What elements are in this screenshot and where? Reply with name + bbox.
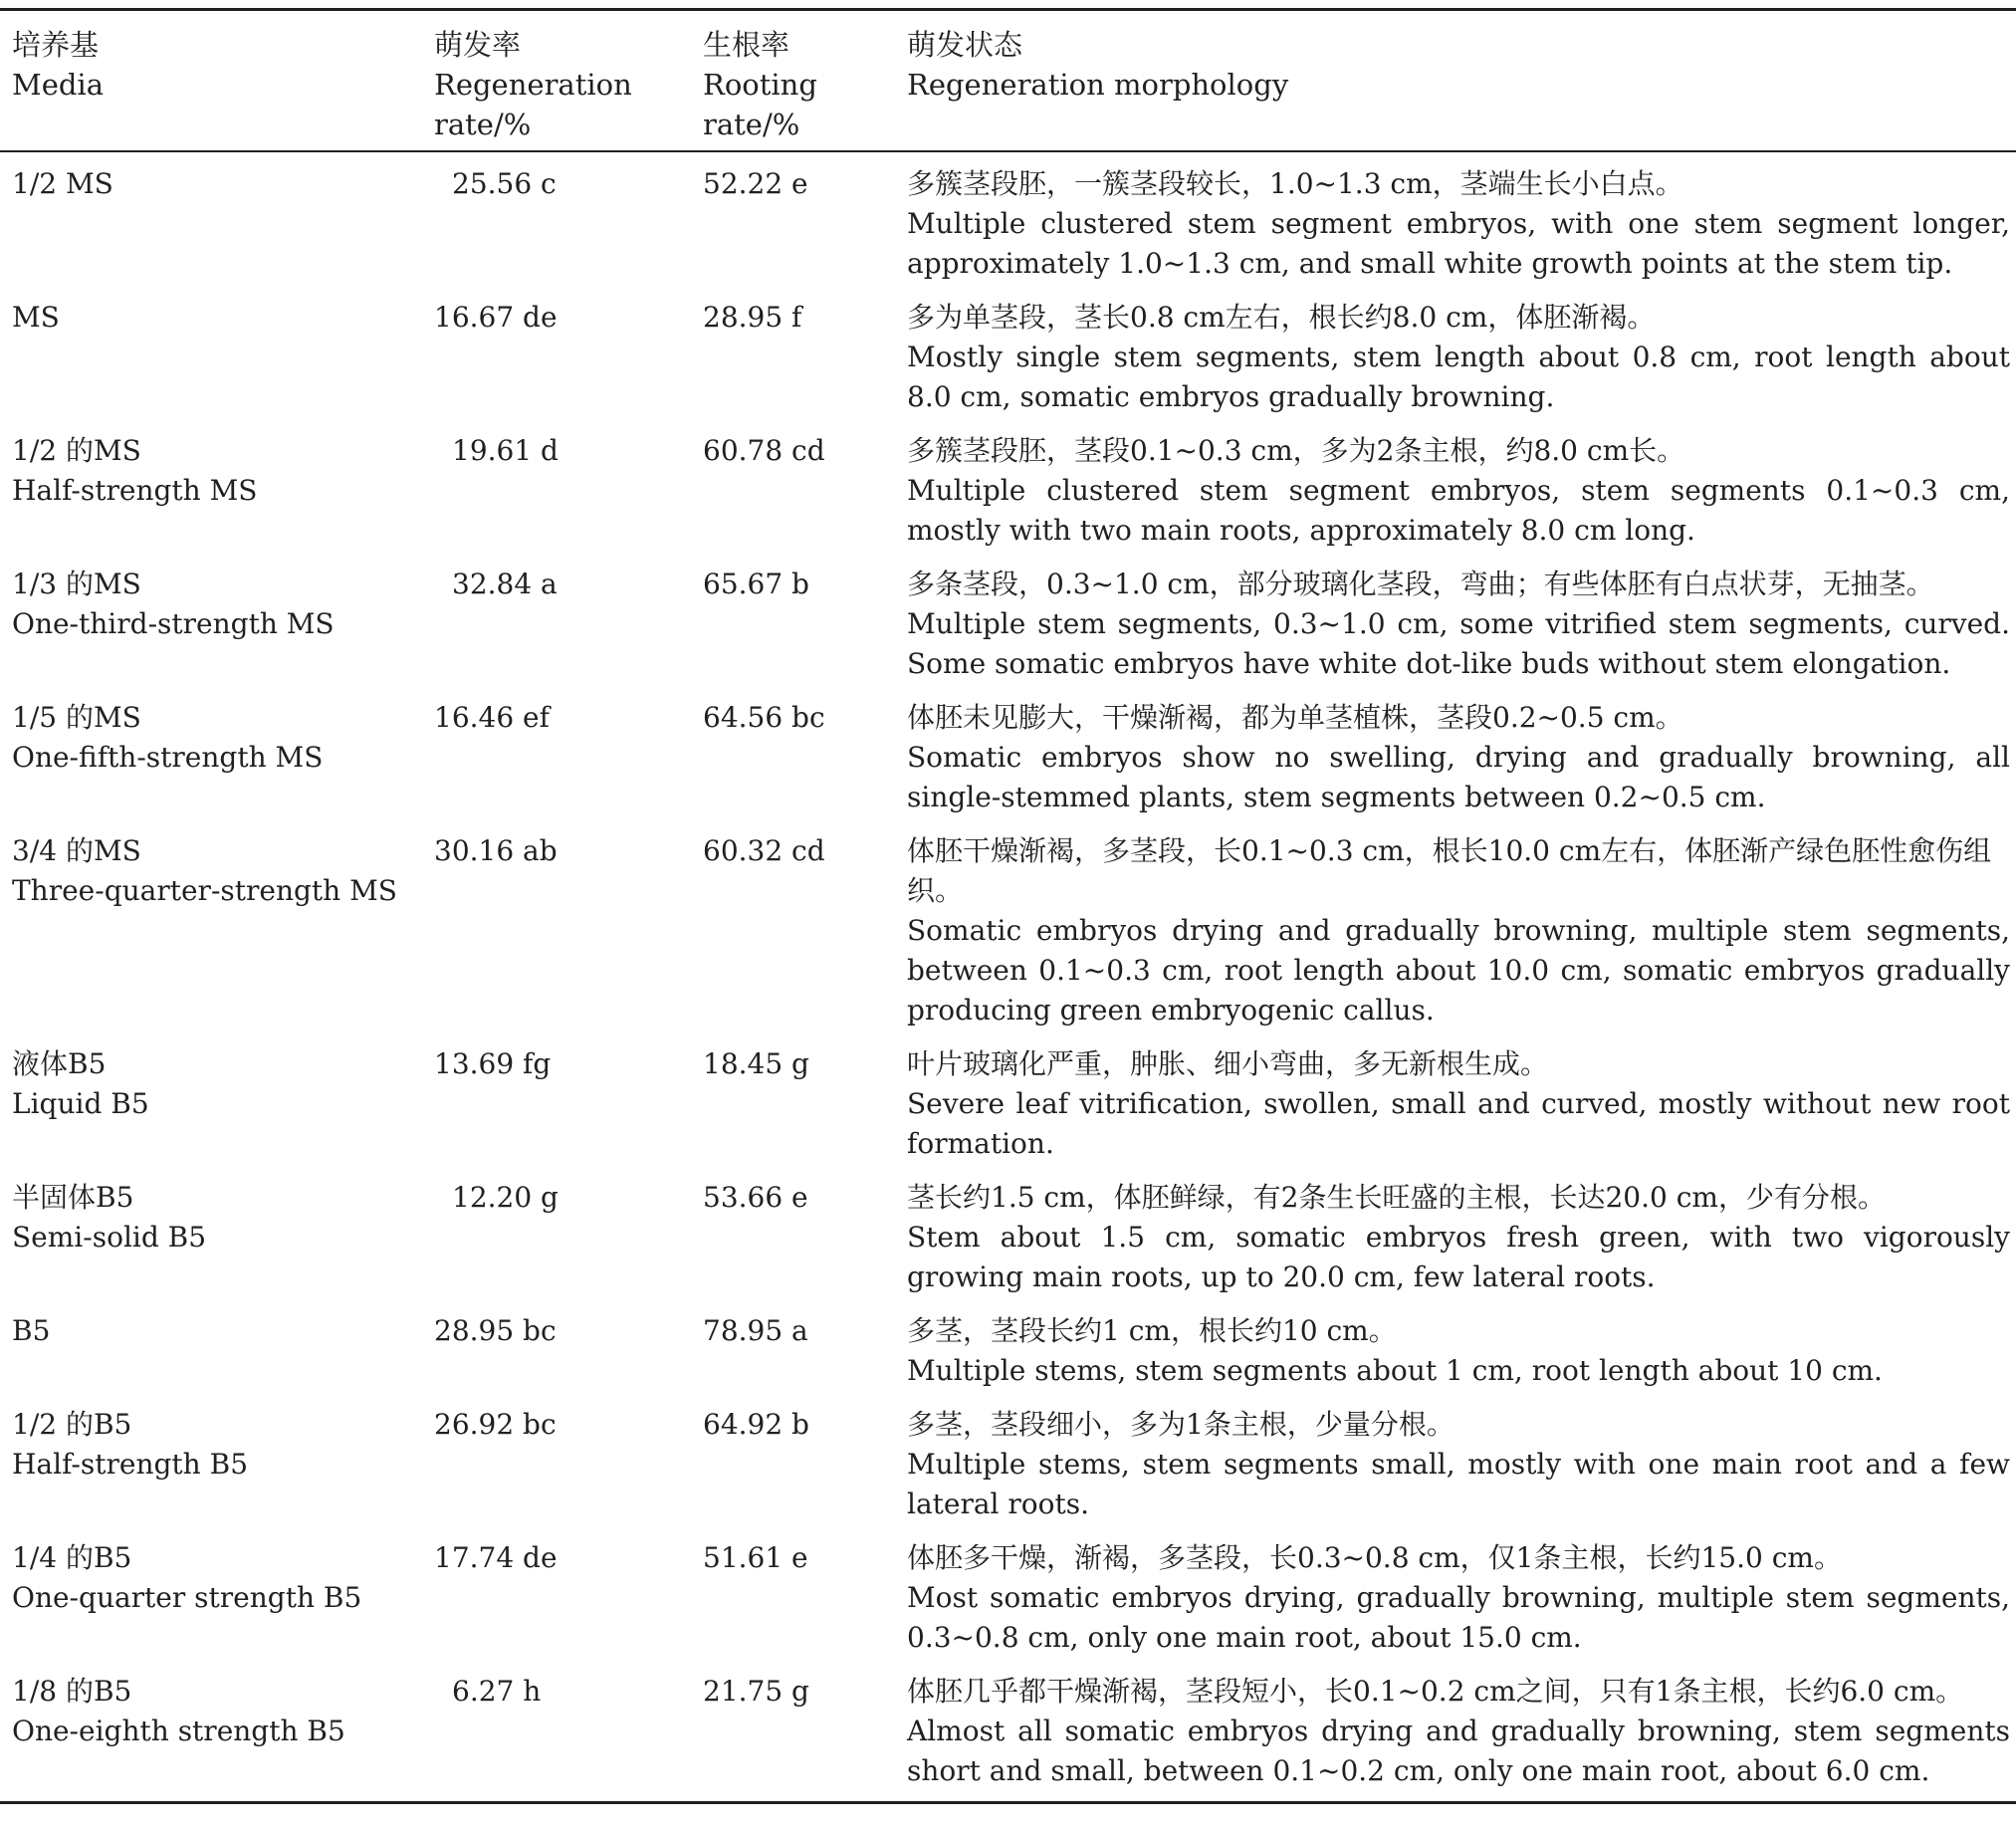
morphology-en: Stem about 1.5 cm, somatic embryos fresh green, with two vigorously growing main roots, up to 20.0 cm, few lateral roots.	[907, 1221, 2010, 1293]
media-en: One-third-strength MS	[12, 607, 335, 640]
media-cell	[0, 1037, 434, 1171]
media-cell	[0, 1171, 434, 1304]
morphology-cell	[907, 1531, 2016, 1665]
media-cell	[0, 1531, 434, 1665]
morphology-zh: 多簇茎段胚，茎段0.1~0.3 cm，多为2条主根，约8.0 cm长。	[907, 434, 1685, 467]
media-zh: 1/2 的MS	[12, 434, 141, 467]
morphology-zh: 体胚干燥渐褐，多茎段，长0.1~0.3 cm，根长10.0 cm左右，体胚渐产绿色胚性愈伤组织。	[907, 834, 1992, 907]
table-row	[0, 424, 2016, 558]
morphology-en: Multiple stems, stem segments about 1 cm, root length about 10 cm.	[907, 1354, 1883, 1387]
morphology-en: Somatic embryos show no swelling, drying and gradually browning, all single-stemmed plants, stem segments between 0.2~0.5 cm.	[907, 741, 2010, 813]
media-cell	[0, 151, 434, 291]
media-zh: MS	[12, 301, 60, 334]
media-zh: 3/4 的MS	[12, 834, 141, 867]
media-zh: B5	[12, 1314, 51, 1347]
table-row	[0, 1398, 2016, 1531]
rooting-rate-cell: 53.66 e	[703, 1181, 808, 1214]
media-zh: 1/5 的MS	[12, 701, 141, 734]
regeneration-rate-cell: 13.69 fg	[434, 1047, 552, 1080]
morphology-cell	[907, 424, 2016, 558]
media-en: Half-strength MS	[12, 474, 258, 507]
table-row	[0, 691, 2016, 824]
morphology-zh: 多簇茎段胚，一簇茎段较长，1.0~1.3 cm，茎端生长小白点。	[907, 167, 1683, 200]
morphology-cell	[907, 291, 2016, 424]
morphology-en: Somatic embryos drying and gradually browning, multiple stem segments, between 0.1~0.3 cm, root length about 10.0 cm, somatic embryos gradually producing green embryogenic callus.	[907, 914, 2010, 1027]
morphology-en: Severe leaf vitrification, swollen, small and curved, mostly without new root formation.	[907, 1087, 2010, 1160]
media-en: Liquid B5	[12, 1087, 149, 1120]
morphology-cell	[907, 1665, 2016, 1803]
rooting-rate-cell: 18.45 g	[703, 1047, 809, 1080]
rooting-rate-cell: 51.61 e	[703, 1541, 808, 1574]
rooting-rate-cell: 78.95 a	[703, 1314, 808, 1347]
table-row	[0, 1171, 2016, 1304]
morphology-en: Multiple stem segments, 0.3~1.0 cm, some vitrified stem segments, curved. Some somatic embryos have white dot-like buds without stem elongation.	[907, 607, 2010, 680]
header-rooting-zh: 生根率	[703, 28, 790, 62]
morphology-cell	[907, 824, 2016, 1037]
table-row	[0, 558, 2016, 691]
morphology-zh: 体胚未见膨大，干燥渐褐，都为单茎植株，茎段0.2~0.5 cm。	[907, 701, 1683, 734]
regeneration-rate-cell: 17.74 de	[434, 1541, 558, 1574]
media-zh: 1/4 的B5	[12, 1541, 132, 1574]
header-regeneration-zh: 萌发率	[434, 28, 522, 62]
morphology-zh: 体胚多干燥，渐褐，多茎段，长0.3~0.8 cm，仅1条主根，长约15.0 cm。	[907, 1541, 1842, 1574]
regeneration-rate-cell: 12.20 g	[452, 1181, 559, 1214]
morphology-en: Multiple clustered stem segment embryos, stem segments 0.1~0.3 cm, mostly with two main roots, approximately 8.0 cm long.	[907, 474, 2010, 547]
media-en: Half-strength B5	[12, 1448, 249, 1481]
header-morphology	[907, 10, 2016, 152]
morphology-zh: 多条茎段，0.3~1.0 cm，部分玻璃化茎段，弯曲；有些体胚有白点状芽，无抽茎。	[907, 568, 1934, 600]
header-rooting-en-2: rate/%	[703, 108, 800, 141]
rooting-rate-cell: 28.95 f	[703, 301, 802, 334]
media-cell	[0, 1665, 434, 1803]
header-rooting-en-1: Rooting	[703, 68, 817, 102]
regeneration-rate-cell: 6.27 h	[452, 1675, 542, 1708]
media-cell	[0, 691, 434, 824]
morphology-en: Multiple stems, stem segments small, mostly with one main root and a few lateral roots.	[907, 1448, 2010, 1520]
table-row	[0, 1037, 2016, 1171]
header-regeneration	[434, 10, 703, 152]
morphology-en: Mostly single stem segments, stem length about 0.8 cm, root length about 8.0 cm, somatic embryos gradually browning.	[907, 341, 2010, 413]
header-rooting	[703, 10, 907, 152]
morphology-cell	[907, 691, 2016, 824]
media-zh: 1/2 的B5	[12, 1408, 132, 1441]
header-morphology-zh: 萌发状态	[907, 28, 1023, 62]
media-cell	[0, 1398, 434, 1531]
morphology-cell	[907, 1398, 2016, 1531]
morphology-cell	[907, 1037, 2016, 1171]
media-en: One-quarter strength B5	[12, 1581, 362, 1614]
rooting-rate-cell: 64.92 b	[703, 1408, 809, 1441]
regeneration-rate-cell: 28.95 bc	[434, 1314, 557, 1347]
header-row	[0, 10, 2016, 152]
table-header	[0, 10, 2016, 152]
table-row	[0, 824, 2016, 1037]
media-cell	[0, 1304, 434, 1398]
morphology-zh: 茎长约1.5 cm，体胚鲜绿，有2条生长旺盛的主根，长达20.0 cm，少有分根。	[907, 1181, 1886, 1214]
rooting-rate-cell: 21.75 g	[703, 1675, 809, 1708]
header-media-zh: 培养基	[12, 28, 100, 62]
morphology-zh: 叶片玻璃化严重，肿胀、细小弯曲，多无新根生成。	[907, 1047, 1549, 1080]
media-zh: 1/2 MS	[12, 167, 113, 200]
morphology-zh: 多茎，茎段细小，多为1条主根，少量分根。	[907, 1408, 1455, 1441]
table-row	[0, 1304, 2016, 1398]
morphology-zh: 多茎，茎段长约1 cm，根长约10 cm。	[907, 1314, 1397, 1347]
media-en: Three-quarter-strength MS	[12, 874, 397, 907]
regeneration-rate-cell: 25.56 c	[452, 167, 557, 200]
morphology-en: Most somatic embryos drying, gradually browning, multiple stem segments, 0.3~0.8 cm, only one main root, about 15.0 cm.	[907, 1581, 2010, 1654]
rooting-rate-cell: 52.22 e	[703, 167, 808, 200]
header-regeneration-en-1: Regeneration	[434, 68, 632, 102]
media-en: One-eighth strength B5	[12, 1715, 345, 1747]
table-body	[0, 151, 2016, 1803]
rooting-rate-cell: 64.56 bc	[703, 701, 825, 734]
table-row	[0, 1665, 2016, 1803]
media-cell	[0, 558, 434, 691]
media-en: One-fifth-strength MS	[12, 741, 324, 774]
morphology-cell	[907, 1171, 2016, 1304]
rooting-rate-cell: 65.67 b	[703, 568, 809, 600]
header-media-en: Media	[12, 68, 104, 102]
morphology-zh: 多为单茎段，茎长0.8 cm左右，根长约8.0 cm，体胚渐褐。	[907, 301, 1656, 334]
morphology-en: Multiple clustered stem segment embryos, with one stem segment longer, approximately 1.0~1.3 cm, and small white growth points at the stem tip.	[907, 207, 2010, 280]
table-row	[0, 151, 2016, 291]
media-cell	[0, 824, 434, 1037]
media-zh: 半固体B5	[12, 1181, 134, 1214]
media-cell	[0, 424, 434, 558]
morphology-en: Almost all somatic embryos drying and gradually browning, stem segments short and small, between 0.1~0.2 cm, only one main root, about 6.0 cm.	[907, 1715, 2010, 1787]
regeneration-rate-cell: 32.84 a	[452, 568, 558, 600]
morphology-cell	[907, 1304, 2016, 1398]
regeneration-rate-cell: 19.61 d	[452, 434, 559, 467]
regeneration-rate-cell: 26.92 bc	[434, 1408, 557, 1441]
media-cell	[0, 291, 434, 424]
media-zh: 1/8 的B5	[12, 1675, 132, 1708]
regeneration-rate-cell: 30.16 ab	[434, 834, 558, 867]
morphology-zh: 体胚几乎都干燥渐褐，茎段短小，长0.1~0.2 cm之间，只有1条主根，长约6.0 cm。	[907, 1675, 1964, 1708]
regeneration-rate-cell: 16.67 de	[434, 301, 558, 334]
morphology-cell	[907, 151, 2016, 291]
media-zh: 液体B5	[12, 1047, 107, 1080]
data-table	[0, 8, 2016, 1804]
media-en: Semi-solid B5	[12, 1221, 207, 1254]
table-row	[0, 291, 2016, 424]
header-morphology-en: Regeneration morphology	[907, 68, 1289, 102]
rooting-rate-cell: 60.78 cd	[703, 434, 825, 467]
rooting-rate-cell: 60.32 cd	[703, 834, 825, 867]
header-media	[0, 10, 434, 152]
table-row	[0, 1531, 2016, 1665]
header-regeneration-en-2: rate/%	[434, 108, 532, 141]
morphology-cell	[907, 558, 2016, 691]
media-zh: 1/3 的MS	[12, 568, 141, 600]
regeneration-rate-cell: 16.46 ef	[434, 701, 550, 734]
